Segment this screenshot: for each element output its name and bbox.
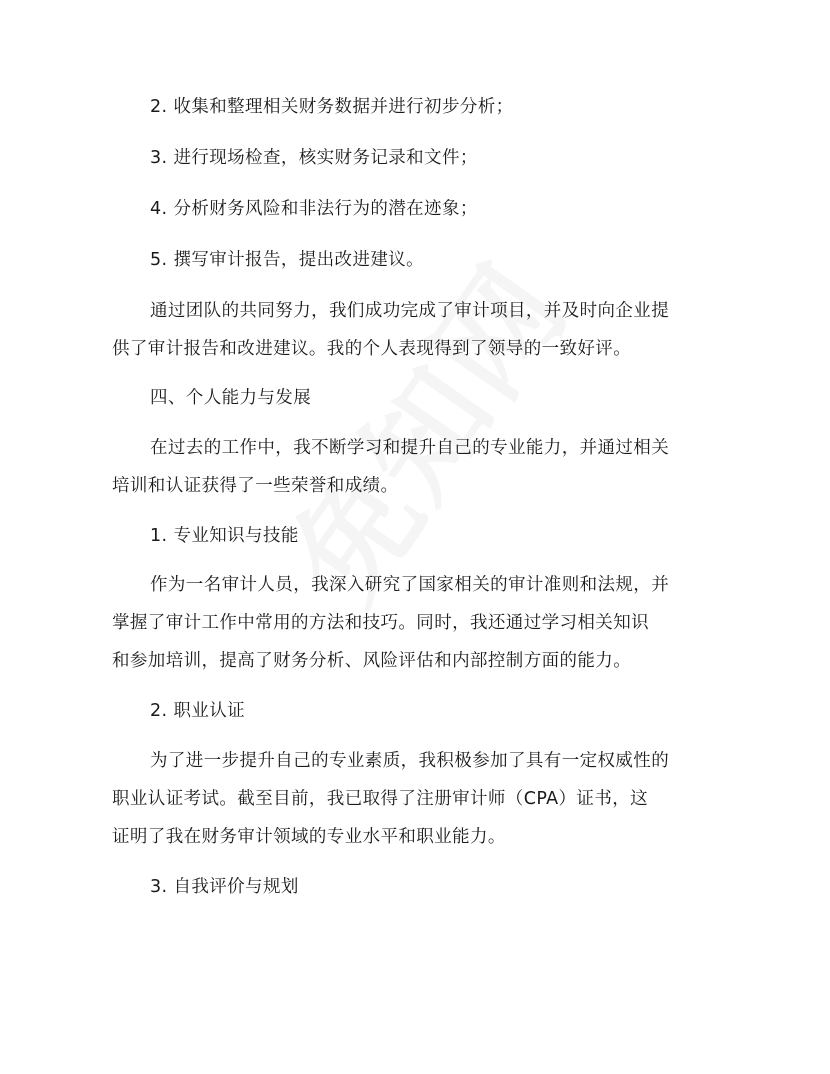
paragraph-line: 掌握了审计工作中常用的方法和技巧。同时，我还通过学习相关知识 [112,613,649,633]
paragraph-line: 供了审计报告和改进建议。我的个人表现得到了领导的一致好评。 [112,339,632,359]
paragraph-line: 作为一名审计人员，我深入研究了国家相关的审计准则和法规，并 [150,575,670,595]
subsection-heading: 2. 职业认证 [150,701,246,721]
paragraph-line: 培训和认证获得了一些荣誉和成绩。 [112,476,399,496]
list-item-5: 5. 撰写审计报告，提出改进建议。 [150,250,425,270]
list-item-3: 3. 进行现场检查，核实财务记录和文件； [150,148,478,168]
subsection-heading: 1. 专业知识与技能 [150,526,299,546]
paragraph-line: 为了进一步提升自己的专业素质，我积极参加了具有一定权威性的 [150,751,670,771]
paragraph-line: 证明了我在财务审计领域的专业水平和职业能力。 [112,827,506,847]
paragraph-line: 通过团队的共同努力，我们成功完成了审计项目，并及时向企业提 [150,301,670,321]
paragraph-line: 和参加培训，提高了财务分析、风险评估和内部控制方面的能力。 [112,651,632,671]
paragraph-line: 职业认证考试。截至目前，我已取得了注册审计师（CPA）证书，这 [112,789,649,809]
list-item-2: 2. 收集和整理相关财务数据并进行初步分析； [150,97,514,117]
subsection-heading: 3. 自我评价与规划 [150,877,299,897]
paragraph-line: 在过去的工作中，我不断学习和提升自己的专业能力，并通过相关 [150,438,670,458]
list-item-4: 4. 分析财务风险和非法行为的潜在迹象； [150,199,478,219]
section-heading: 四、个人能力与发展 [150,388,312,408]
